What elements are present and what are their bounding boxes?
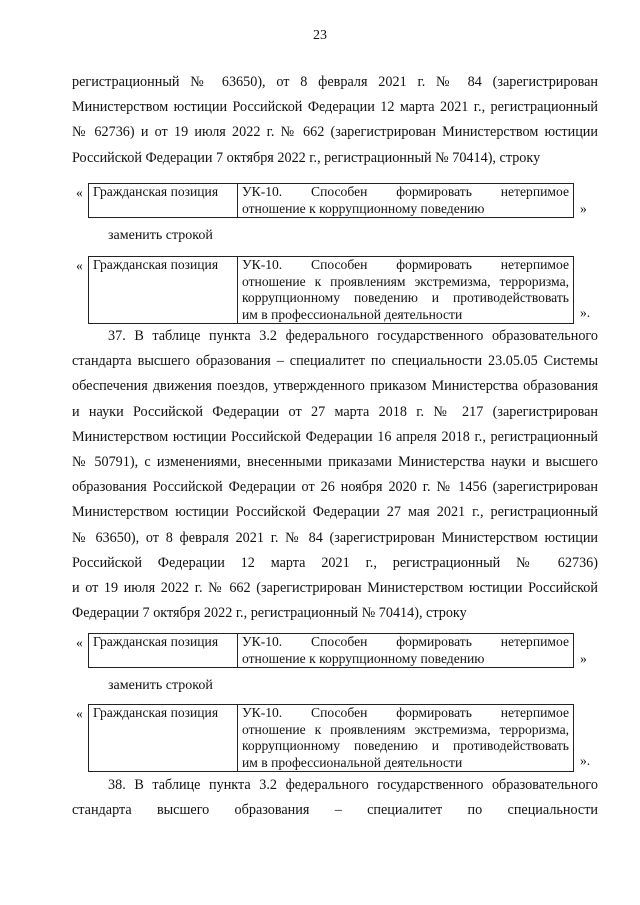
text-line: регистрационный № 63650), от 8 февраля 2021 г. № 84 (зарегистрирован [72,74,598,90]
cell-line: отношение к проявлениям экстремизма, терроризма, [242,721,569,737]
text-line: Министерством юстиции Российской Федерации 16 апреля 2018 г., регистрационный [72,428,598,445]
text-line: и науки Российской Федерации от 27 марта 2018 г. № 217 (зарегистрирован [72,403,598,420]
cell-line: коррупционному поведению и противодействовать [242,290,569,305]
paragraph-38 [72,773,598,823]
text-line: стандарта высшего образования – специалитет по специальности 23.05.05 Системы [72,353,598,370]
text-line: № 63650), от 8 февраля 2021 г. № 84 (зарегистрирован Министерством юстиции [72,529,598,546]
replace-label: заменить строкой [108,678,213,693]
category-cell: Гражданская позиция [89,184,238,218]
text-line: 37. В таблице пункта 3.2 федерального государственного образовательного [108,328,598,344]
cell-line: УК-10. Способен формировать нетерпимое [242,257,569,272]
page-number: 23 [313,28,327,43]
cell-line: коррупционному поведению и противодействовать [242,738,569,753]
competency-table [88,256,574,324]
text-line: Министерством юстиции Российской Федерации 27 мая 2021 г., регистрационный [72,504,598,521]
table-row-old [72,183,598,223]
paragraph-37 [72,324,598,626]
text-line: Российской Федерации 7 октября 2022 г., регистрационный № 70414), строку [72,149,541,166]
competency-table [88,183,574,218]
competency-table [88,704,574,772]
text-line: образования Российской Федерации от 26 ноября 2020 г. № 1456 (зарегистрирован [72,479,598,496]
cell-line: УК-10. Способен формировать нетерпимое [242,634,569,649]
text-line: Российской Федерации 12 марта 2021 г., регистрационный № 62736) [72,554,598,571]
close-quote: ». [580,753,591,768]
open-quote: « [76,258,83,273]
competency-table [88,633,574,668]
category-cell: Гражданская позиция [89,257,238,324]
text-line: № 62736) и от 19 июля 2022 г. № 662 (зарегистрирован Министерством юстиции [72,124,598,141]
table-row-new [72,256,598,326]
cell-line: им в профессиональной деятельности [242,306,463,322]
close-quote: ». [580,305,591,320]
category-cell: Гражданская позиция [89,634,238,668]
cell-line: отношение к коррупционному поведению [242,200,485,216]
text-line: № 50791), с изменениями, внесенными приказами Министерства науки и высшего [72,454,598,471]
competency-cell [238,705,574,772]
open-quote: « [76,706,83,721]
competency-cell [238,184,574,218]
replace-label: заменить строкой [108,228,213,243]
cell-line: отношение к проявлениям экстремизма, терроризма, [242,273,569,289]
text-line: 38. В таблице пункта 3.2 федерального государственного образовательного [108,777,598,793]
cell-line: отношение к коррупционному поведению [242,650,485,666]
text-line: и от 19 июля 2022 г. № 662 (зарегистрирован Министерством юстиции Российской [72,580,598,597]
text-line: Министерством юстиции Российской Федерации 12 марта 2021 г., регистрационный [72,99,598,116]
text-line: Федерации 7 октября 2022 г., регистрационный № 70414), строку [72,605,467,622]
text-line: обеспечения движения поездов, утвержденного приказом Министерства образования [72,378,598,395]
open-quote: « [76,185,83,200]
text-line: стандарта высшего образования – специалитет по специальности [72,802,598,819]
cell-line: УК-10. Способен формировать нетерпимое [242,705,569,720]
cell-line: УК-10. Способен формировать нетерпимое [242,184,569,199]
open-quote: « [76,635,83,650]
cell-line: им в профессиональной деятельности [242,754,463,770]
competency-cell [238,257,574,324]
category-cell: Гражданская позиция [89,705,238,772]
competency-cell [238,634,574,668]
paragraph-continuation [72,70,598,171]
close-quote: » [580,651,587,666]
table-row-new [72,704,598,774]
close-quote: » [580,201,587,216]
table-row-old [72,633,598,673]
